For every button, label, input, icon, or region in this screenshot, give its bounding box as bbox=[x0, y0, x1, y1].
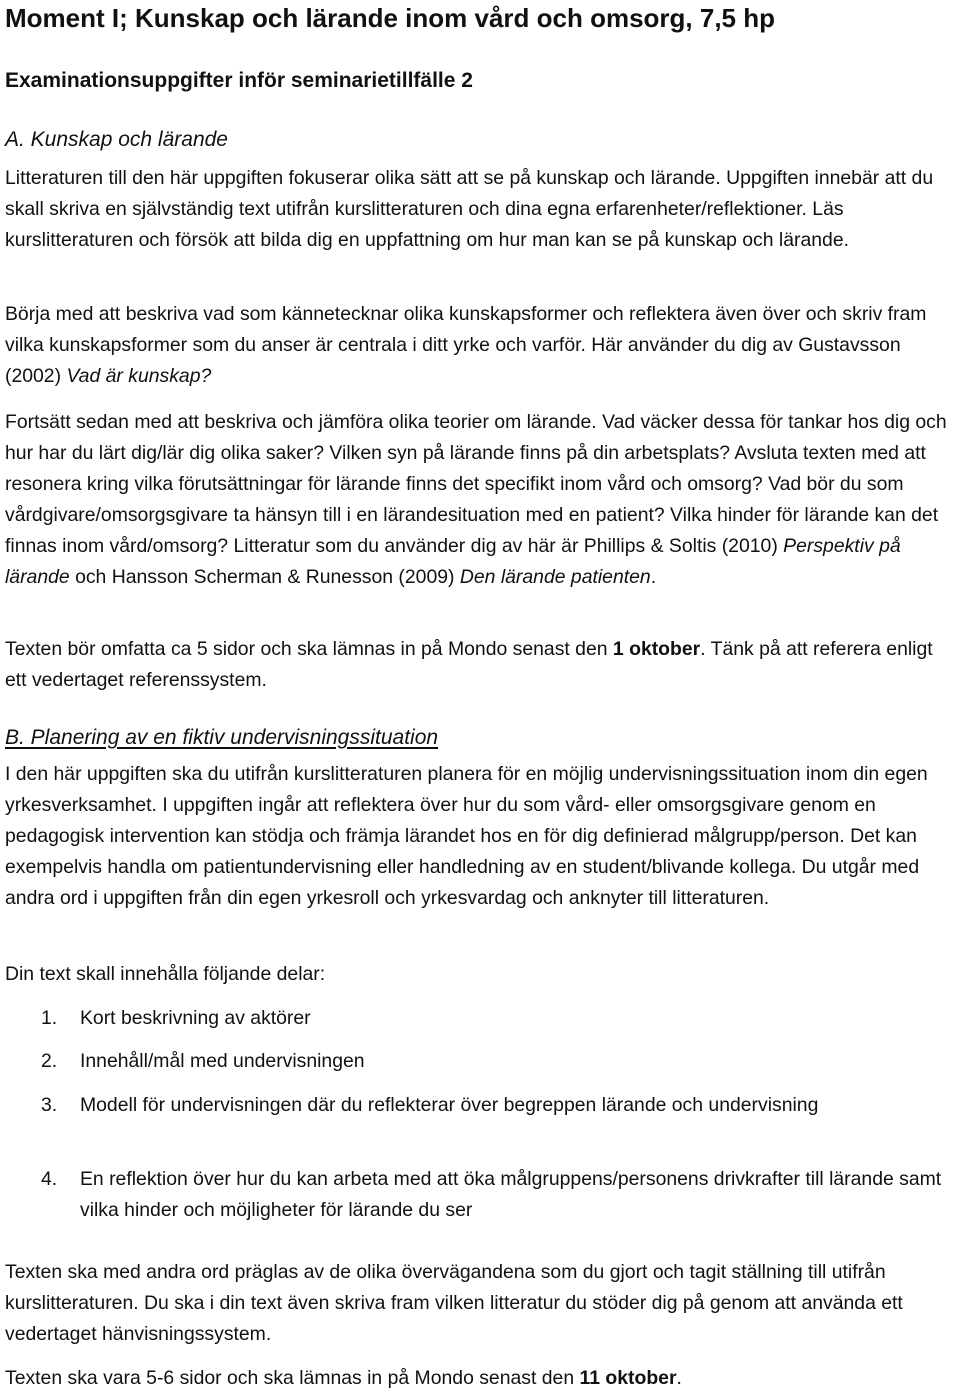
page-subtitle: Examinationsuppgifter inför seminarietillfälle 2 bbox=[5, 69, 473, 92]
numbered-list bbox=[5, 1046, 957, 1077]
list-number: 2. bbox=[41, 1050, 58, 1072]
list-item bbox=[5, 1090, 957, 1121]
list-item-text: En reflektion över hur du kan arbeta med att öka målgruppens/personens drivkrafter till lärande samt vilka hinder och möjligheter för lärande du ser bbox=[80, 1168, 942, 1221]
paragraph-text: . Tänk på att referera enligt ett vedertaget referenssystem. bbox=[5, 638, 933, 691]
list-item-text: Kort beskrivning av aktörer bbox=[80, 1007, 311, 1029]
numbered-list bbox=[5, 1090, 957, 1121]
paragraph-text: Börja med att beskriva vad som kännetecknar olika kunskapsformer och reflektera även över och skriv fram vilka kunskapsformer som du anser är centrala i ditt yrke och varför. Här använder du dig av Gustavsson (2002) bbox=[5, 303, 927, 387]
list-item-text: Innehåll/mål med undervisningen bbox=[80, 1050, 365, 1072]
book-title: Vad är kunskap? bbox=[66, 365, 212, 387]
section-b-paragraph-2: Din text skall innehålla följande delar: bbox=[5, 963, 326, 985]
section-b-heading: B. Planering av en fiktiv undervisningssituation bbox=[5, 726, 439, 749]
list-item-text: Modell för undervisningen där du reflekterar över begreppen lärande och undervisning bbox=[80, 1094, 819, 1116]
deadline-date: 1 oktober bbox=[612, 638, 701, 660]
section-a-paragraph-3 bbox=[5, 407, 957, 593]
deadline-date: 11 oktober bbox=[579, 1367, 677, 1389]
list-item bbox=[5, 1164, 957, 1226]
page-title: Moment I; Kunskap och lärande inom vård och omsorg, 7,5 hp bbox=[5, 3, 776, 33]
paragraph-text: Fortsätt sedan med att beskriva och jämföra olika teorier om lärande. Vad väcker dessa för tankar hos dig och hur har du lärt dig/lär dig olika saker? Vilken syn på lärande finns på din arbetsplats? Avsluta texten med att resonera kring vilka förutsättningar för lärande finns det specifikt inom vård och omsorg? Vad bör du som vårdgivare/omsorgsgivare ta hänsyn till i en lärandesituation med en patient? Vilka hinder för lärande kan det finnas inom vård/omsorg? Litteratur som du använder dig av här är Phillips & Soltis (2010) bbox=[5, 411, 947, 557]
paragraph-text: . bbox=[676, 1367, 682, 1389]
section-a-paragraph-1: Litteraturen till den här uppgiften fokuserar olika sätt att se på kunskap och lärande. Uppgiften innebär att du skall skriva en självständig text utifrån kurslitteraturen och dina egna erfarenheter/reflektioner. Läs kurslitteraturen och försök att bilda dig en uppfattning om hur man kan se på kunskap och lärande. bbox=[5, 167, 934, 251]
list-item bbox=[5, 1046, 957, 1077]
section-a-paragraph-2 bbox=[5, 299, 957, 392]
book-title: Den lärande patienten bbox=[459, 566, 651, 588]
paragraph-text: Texten bör omfatta ca 5 sidor och ska lämnas in på Mondo senast den bbox=[5, 638, 613, 660]
section-b-paragraph-1: I den här uppgiften ska du utifrån kurslitteraturen planera för en möjlig undervisningssituation inom din egen yrkesverksamhet. I uppgiften ingår att reflektera över hur du som vård- eller omsorgsgivare genom en pedagogisk intervention kan stödja och främja lärandet hos en för dig definierad målgrupp/person. Det kan exempelvis handla om patientundervisning eller handledning av en student/blivande kollega. Du utgår med andra ord i uppgiften från din egen yrkesroll och yrkesvardag och anknyter till litteraturen. bbox=[5, 763, 928, 909]
paragraph-text: och Hansson Scherman & Runesson (2009) bbox=[69, 566, 460, 588]
list-number: 3. bbox=[41, 1094, 58, 1116]
list-number: 1. bbox=[41, 1007, 58, 1029]
list-number: 4. bbox=[41, 1168, 58, 1190]
paragraph-text: . bbox=[650, 566, 657, 588]
section-a-deadline bbox=[5, 634, 957, 696]
section-b-paragraph-3: Texten ska med andra ord präglas av de olika övervägandena som du gjort och tagit ställning till utifrån kurslitteraturen. Du ska i din text även skriva fram vilken litteratur du stöder dig på genom att använda ett vedertaget hänvisningssystem. bbox=[5, 1261, 903, 1345]
paragraph-text: Texten ska vara 5-6 sidor och ska lämnas in på Mondo senast den bbox=[5, 1367, 580, 1389]
list-item bbox=[5, 1003, 957, 1034]
numbered-list bbox=[5, 1164, 957, 1226]
section-a-heading: A. Kunskap och lärande bbox=[5, 128, 228, 151]
section-b-deadline bbox=[5, 1363, 957, 1394]
book-title: Perspektiv på lärande bbox=[5, 535, 901, 588]
numbered-list bbox=[5, 1003, 957, 1034]
